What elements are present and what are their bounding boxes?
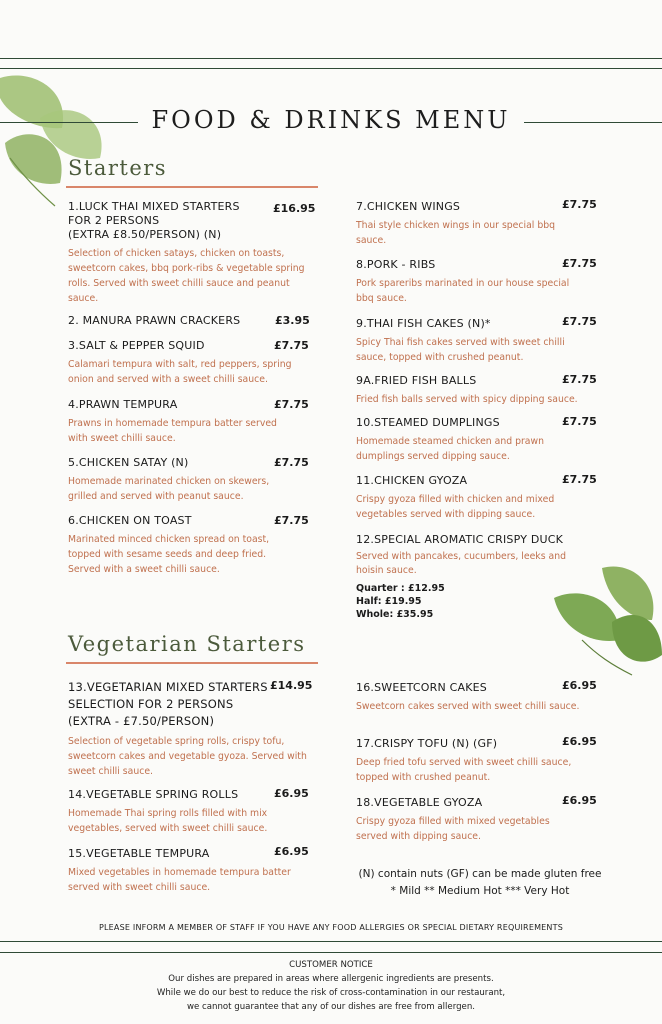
item-name: 5.CHICKEN SATAY (N) [68,456,189,469]
bottom-border-line [0,941,662,942]
item-name: 2. MANURA PRAWN CRACKERS [68,314,241,327]
item-price: £7.75 [562,415,597,428]
allergy-note: PLEASE INFORM A MEMBER OF STAFF IF YOU HAVE ANY FOOD ALLERGIES OR SPECIAL DIETARY REQUIREMENTS [99,923,563,932]
menu-item [68,456,309,504]
menu-item [68,314,312,328]
item-description: Crispy gyoza filled with mixed vegetables served with dipping sauce. [356,816,550,842]
item-description: Mixed vegetables in homemade tempura batter served with sweet chilli sauce. [68,867,291,893]
item-name: 11.CHICKEN GYOZA [356,474,468,487]
item-price: £7.75 [274,339,309,352]
item-name: 14.VEGETABLE SPRING ROLLS [68,788,239,801]
item-description: Pork spareribs marinated in our house special bbq sauce. [356,278,570,304]
item-price: £16.95 [273,202,316,215]
item-name: 12.SPECIAL AROMATIC CRISPY DUCK [356,533,564,546]
item-description: Spicy Thai fish cakes served with sweet chilli sauce, topped with crushed peanut. [356,337,565,363]
item-description: Marinated minced chicken spread on toast, topped with sesame seeds and deep fried. Served with a sweet chilli sauce. [68,534,270,575]
title-right-line [524,122,662,123]
price-whole: Whole: £35.95 [356,609,434,620]
customer-notice [0,958,662,1014]
item-description: Selection of chicken satays, chicken on toasts, sweetcorn cakes, bbq pork-ribs & vegetable spring rolls. Served with sweet chilli sauce and peanut sauce. [68,248,305,304]
menu-item [356,679,597,714]
menu-item [356,373,597,407]
item-description: Sweetcorn cakes served with sweet chilli sauce. [356,701,580,712]
bottom-border-line-2 [0,952,662,953]
item-name: 6.CHICKEN ON TOAST [68,514,192,527]
item-price: £7.75 [274,514,309,527]
item-description: Fried fish balls served with spicy dipping sauce. [356,394,578,405]
item-name: 4.PRAWN TEMPURA [68,398,178,411]
legend-spice: * Mild ** Medium Hot *** Very Hot [390,885,570,897]
legend-dietary: (N) contain nuts (GF) can be made gluten free [358,868,602,880]
item-description: Served with pancakes, cucumbers, leeks and hoisin sauce. [356,551,566,576]
item-price: £6.95 [562,679,597,692]
menu-item [68,787,309,836]
item-name: 10.STEAMED DUMPLINGS [356,416,500,429]
menu-item [356,257,597,306]
item-description: Selection of vegetable spring rolls, crispy tofu, sweetcorn cakes and vegetable gyoza. Served with sweet chilli sauce. [68,736,307,777]
duck-portion-prices [356,582,581,621]
menu-item [68,398,309,446]
menu-item [356,794,597,844]
menu-item [356,533,581,621]
item-name: 17.CRISPY TOFU (N) (GF) [356,737,498,750]
item-description: Calamari tempura with salt, red peppers, spring onion and served with a sweet chilli sauce. [68,359,292,385]
item-description: Deep fried tofu served with sweet chilli sauce, topped with crushed peanut. [356,757,572,783]
item-name: 3.SALT & PEPPER SQUID [68,339,205,352]
menu-item [356,315,597,365]
vegetarian-heading-rule [66,662,318,664]
item-price: £7.75 [274,456,309,469]
item-price: £14.95 [270,679,313,692]
item-name: 16.SWEETCORN CAKES [356,681,487,694]
item-price: £7.75 [562,198,597,211]
item-price: £6.95 [562,794,597,807]
menu-item [68,679,312,779]
item-description: Homemade steamed chicken and prawn dumplings served dipping sauce. [356,436,545,462]
basil-leaf-icon [552,560,662,680]
item-description: Thai style chicken wings in our special bbq sauce. [356,220,556,246]
item-description: Crispy gyoza filled with chicken and mixed vegetables served with dipping sauce. [356,494,555,520]
starters-heading-rule [66,186,318,188]
top-border-line [0,58,662,59]
item-price: £7.75 [562,473,597,486]
menu-item [356,415,597,464]
item-description: Homemade marinated chicken on skewers, grilled and served with peanut sauce. [68,476,270,502]
vegetarian-heading: Vegetarian Starters [68,632,306,656]
item-name: 9.THAI FISH CAKES (N)* [356,317,491,330]
item-name: 1.LUCK THAI MIXED STARTERS FOR 2 PERSONS (EXTRA £8.50/PERSON) (N) [68,200,240,241]
price-quarter: Quarter : £12.95 [356,583,445,594]
item-price: £3.95 [275,314,310,327]
item-description: Prawns in homemade tempura batter served with sweet chilli sauce. [68,418,277,444]
menu-item [356,735,597,785]
item-description: Homemade Thai spring rolls filled with mix vegetables, served with sweet chilli sauce. [68,808,268,834]
item-price: £7.75 [562,257,597,270]
dietary-legend [355,866,605,900]
customer-notice-line: we cannot guarantee that any of our dishes are free from allergen. [186,1002,475,1012]
item-price: £7.75 [562,373,597,386]
menu-item [68,339,309,387]
item-name: 15.VEGETABLE TEMPURA [68,847,210,860]
starters-heading: Starters [68,156,168,180]
menu-item [356,473,597,522]
item-name: 18.VEGETABLE GYOZA [356,796,483,809]
page-title: FOOD & DRINKS MENU [151,106,511,134]
item-name: 7.CHICKEN WINGS [356,200,461,213]
customer-notice-line: While we do our best to reduce the risk of cross-contamination in our restaurant, [156,988,506,998]
menu-item [68,200,316,306]
item-price: £7.75 [274,398,309,411]
menu-item [356,198,597,248]
item-name: 13.VEGETARIAN MIXED STARTERS SELECTION FOR 2 PERSONS (EXTRA - £7.50/PERSON) [68,680,268,728]
menu-item [68,845,309,895]
item-price: £6.95 [562,735,597,748]
menu-item [68,514,309,577]
item-name: 8.PORK - RIBS [356,258,436,271]
customer-notice-title: CUSTOMER NOTICE [289,960,373,970]
item-price: £6.95 [274,845,309,858]
item-name: 9A.FRIED FISH BALLS [356,374,477,387]
customer-notice-line: Our dishes are prepared in areas where allergenic ingredients are presents. [168,974,494,984]
item-price: £7.75 [562,315,597,328]
price-half: Half: £19.95 [356,596,422,607]
item-price: £6.95 [274,787,309,800]
